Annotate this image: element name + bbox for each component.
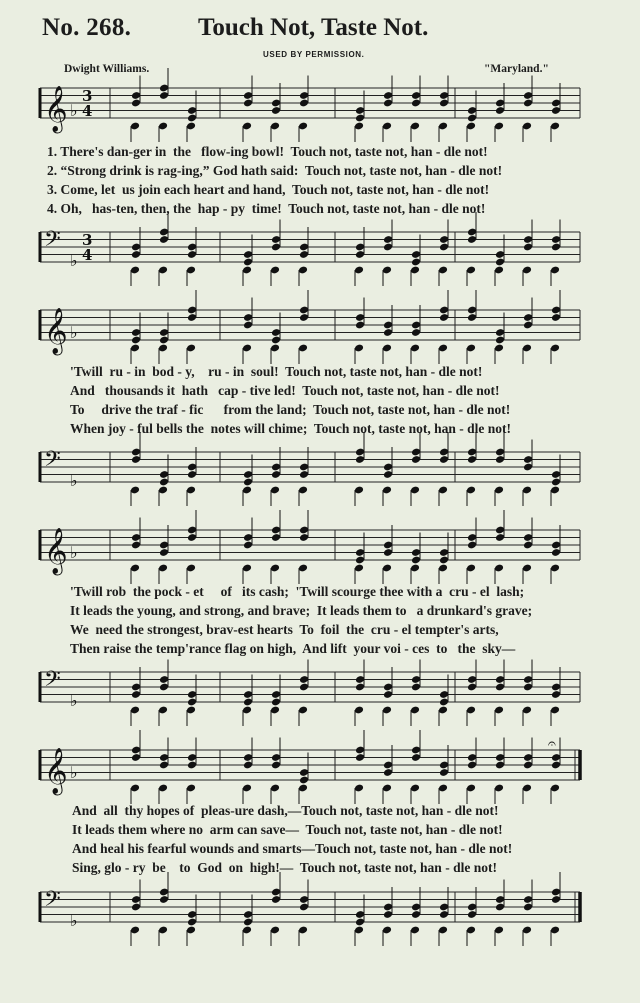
note-chord [438,220,449,287]
note-chord [130,518,141,585]
note-chord [466,432,477,506]
note-chord [410,76,421,143]
note-chord [494,432,505,506]
lyric-verse1-line4: And all thy hopes of pleas-ure dash,—Touch not, taste not, han - dle not! [72,803,499,818]
note-chord [130,667,141,726]
permission-note: USED BY PERMISSION. [263,50,365,59]
note-chord [186,895,197,947]
note-chord [130,880,141,947]
lyric-verse2-line2: And thousands it hath cap - tive led! Touch not, taste not, han - dle not! [70,383,500,398]
note-chord [438,887,449,946]
note-chord [522,660,533,727]
bass-staff-3 [0,660,640,722]
note-chord [298,753,309,805]
lyric-verse4-line1: 4. Oh, has-ten, then, the hap - py time! Touch not, taste not, han - dle not! [47,201,486,216]
note-chord [242,76,253,143]
note-chord [438,533,449,585]
note-chord [130,76,141,143]
note-chord [130,313,141,365]
hymn-number: No. 268. [42,14,132,41]
note-chord [186,738,197,805]
note-chord [382,76,393,143]
note-chord [550,220,561,287]
note-chord [354,895,365,947]
treble-clef-icon: 𝄞 [44,86,68,132]
time-signature: 3 [82,87,93,105]
note-chord [354,227,365,286]
lyric-verse1-line3: 'Twill rob the pock - et of its cash; 'Twill scourge thee with a cru - el lash; [70,584,525,599]
note-chord [130,730,141,804]
note-chord [438,76,449,143]
note-chord [410,660,421,727]
time-signature: 4 [82,246,93,264]
flat-key-icon: ♭ [70,543,78,562]
lyric-verse3-line4: And heal his fearful wounds and smarts—Touch not, taste not, han - dle not! [72,841,513,856]
note-chord [438,745,449,804]
note-chord [466,212,477,286]
note-chord [522,220,533,287]
note-chord [186,91,197,143]
bass-staff-1 [0,220,640,282]
treble-staff-3 [0,518,640,578]
note-chord [466,738,477,805]
note-chord [438,432,449,506]
note-chord [242,895,253,947]
note-chord [550,455,561,507]
bass-clef-icon: 𝄢 [44,227,61,257]
bass-clef-icon: 𝄢 [44,447,61,477]
lyric-verse3-line3: We need the strongest, brav-est hearts To foil the cru - el tempter's arts, [70,622,499,637]
bass-clef-icon: 𝄢 [44,667,61,697]
note-chord [438,675,449,727]
note-chord [242,518,253,585]
flat-key-icon: ♭ [70,251,78,270]
note-chord [354,91,365,143]
note-chord [158,313,169,365]
note-chord [494,510,505,584]
lyric-verse4-line3: Then raise the temp'rance flag on high, And lift your voi - ces to the sky— [70,641,516,656]
note-chord [494,83,505,142]
treble-clef-icon: 𝄞 [44,748,68,794]
note-chord [354,298,365,365]
lyric-verse1-line1: 1. There's dan-ger in the flow-ing bowl! Touch not, taste not, han - dle not! [47,144,488,159]
note-chord [494,313,505,365]
note-chord [298,227,309,286]
note-chord [494,660,505,727]
note-chord [298,290,309,364]
treble-clef-icon: 𝄞 [44,528,68,574]
note-chord [354,432,365,506]
note-chord [354,533,365,585]
note-chord [494,235,505,287]
note-chord [158,525,169,584]
note-chord [494,738,505,805]
note-chord [354,730,365,804]
note-chord [270,510,281,584]
note-chord [466,887,477,946]
time-signature: 3 [82,231,93,249]
note-chord [270,313,281,365]
note-chord [410,305,421,364]
note-chord [242,455,253,507]
note-chord [522,518,533,585]
note-chord [550,872,561,946]
note-chord [298,880,309,947]
note-chord [382,447,393,506]
note-chord [382,745,393,804]
note-chord [466,660,477,727]
lyric-verse4-line2: When joy - ful bells the notes will chime; Touch not, taste not, han - dle not! [70,421,512,436]
note-chord [270,220,281,287]
flat-key-icon: ♭ [70,763,78,782]
note-chord [410,887,421,946]
note-chord [158,660,169,727]
note-chord [466,91,477,143]
flat-key-icon: ♭ [70,323,78,342]
flat-key-icon: ♭ [70,471,78,490]
note-chord [270,83,281,142]
note-chord [522,738,533,805]
hymn-title: Touch Not, Taste Not. [198,14,429,41]
note-chord [382,305,393,364]
lyric-verse3-line2: To drive the traf - fic from the land; Touch not, taste not, han - dle not! [70,402,511,417]
note-chord [522,298,533,365]
note-chord [158,68,169,142]
lyric-verse2-line4: It leads them where no arm can save— Touch not, taste not, han - dle not! [72,822,503,837]
note-chord [130,432,141,506]
note-chord [158,872,169,946]
treble-staff-1 [0,76,640,136]
note-chord [382,220,393,287]
note-chord [242,738,253,805]
note-chord [550,525,561,584]
note-chord [550,83,561,142]
note-chord [130,227,141,286]
note-chord [270,675,281,727]
lyric-verse3-line1: 3. Come, let us join each heart and hand, Touch not, taste not, han - dle not! [47,182,490,197]
note-chord [158,738,169,805]
note-chord [186,675,197,727]
treble-staff-4 [0,738,640,798]
treble-staff-2 [0,298,640,358]
time-signature: 4 [82,102,93,120]
bass-staff-4 [0,880,640,942]
flat-key-icon: ♭ [70,691,78,710]
lyric-verse1-line2: 'Twill ru - in bod - y, ru - in soul! Touch not, taste not, han - dle not! [70,364,483,379]
lyric-verse2-line3: It leads the young, and strong, and brave; It leads them to a drunkard's grave; [70,603,533,618]
note-chord [382,525,393,584]
note-chord [382,667,393,726]
note-chord [270,872,281,946]
note-chord [466,518,477,585]
note-chord [158,455,169,507]
note-chord [438,290,449,364]
note-chord [298,76,309,143]
note-chord [298,510,309,584]
note-chord [466,290,477,364]
treble-clef-icon: 𝄞 [44,308,68,354]
note-chord [158,212,169,286]
note-chord [522,440,533,507]
bass-clef-icon: 𝄢 [44,887,61,917]
note-chord [298,447,309,506]
note-chord [410,432,421,506]
note-chord [494,880,505,947]
lyric-verse4-line4: Sing, glo - ry be to God on high!— Touch not, taste not, han - dle not! [72,860,497,875]
bass-staff-2 [0,440,640,502]
note-chord [382,887,393,946]
fermata-icon: 𝄐 [548,736,556,752]
flat-key-icon: ♭ [70,911,78,930]
note-chord [298,660,309,727]
note-chord [186,227,197,286]
note-chord [186,510,197,584]
note-chord [242,675,253,727]
note-chord [522,76,533,143]
note-chord [270,738,281,805]
note-chord [354,660,365,727]
note-chord [242,235,253,287]
note-chord [186,290,197,364]
note-chord [550,667,561,726]
note-chord [410,235,421,287]
note-chord [410,730,421,804]
flat-key-icon: ♭ [70,101,78,120]
author-credit: Dwight Williams. [64,63,150,75]
tune-name: "Maryland." [484,63,549,75]
note-chord [410,533,421,585]
note-chord [186,447,197,506]
note-chord [242,298,253,365]
note-chord [270,447,281,506]
lyric-verse2-line1: 2. “Strong drink is rag-ing,” God hath said: Touch not, taste not, han - dle not! [47,163,503,178]
note-chord [522,880,533,947]
note-chord [550,290,561,364]
